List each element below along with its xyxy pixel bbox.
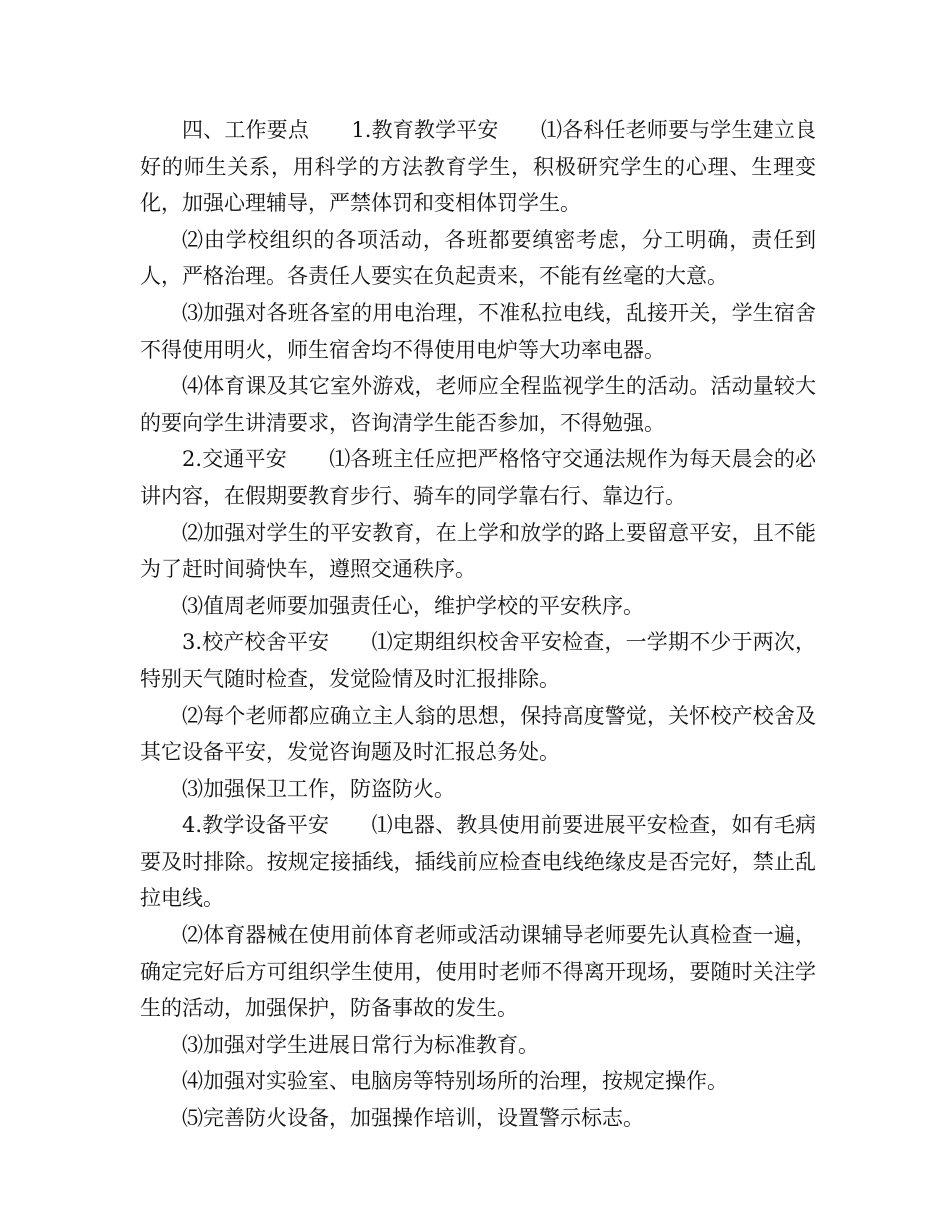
document-body bbox=[140, 112, 816, 1137]
paragraph-commute-safety: ⑵加强对学生的平安教育，在上学和放学的路上要留意平安，且不能为了赶时间骑快车，遵照交通秩序。 bbox=[140, 520, 816, 582]
paragraph-equipment-safety: 4.教学设备平安 ⑴电器、教具使用前要进展平安检查，如有毛病要及时排除。按规定接插线，插线前应检查电线绝缘皮是否完好，禁止乱拉电线。 bbox=[140, 813, 816, 911]
paragraph-duty-teacher: ⑶值周老师要加强责任心，维护学校的平安秩序。 bbox=[182, 593, 644, 618]
paragraph-pe-class: ⑷体育课及其它室外游戏，老师应全程监视学生的活动。活动量较大的要向学生讲清要求，咨询清学生能否参加，不得勉强。 bbox=[140, 374, 816, 435]
paragraph-activities: ⑵由学校组织的各项活动，各班都要缜密考虑，分工明确，责任到人，严格治理。各责任人要实在负起责来，不能有丝毫的大意。 bbox=[140, 227, 816, 289]
paragraph-building-safety: 3.校产校舍平安 ⑴定期组织校舍平安检查，一学期不少于两次，特别天气随时检查，发觉险情及时汇报排除。 bbox=[140, 630, 816, 691]
paragraph-behavior-education: ⑶加强对学生进展日常行为标准教育。 bbox=[182, 1032, 539, 1057]
paragraph-work-points-education-safety: 四、工作要点 1.教育教学平安 ⑴各科任老师要与学生建立良好的师生关系，用科学的方法教育学生，积极研究学生的心理、生理变化，加强心理辅导，严禁体罚和变相体罚学生。 bbox=[140, 118, 816, 216]
paragraph-fire-prevention: ⑸完善防火设备，加强操作培训，设置警示标志。 bbox=[182, 1106, 644, 1131]
paragraph-security: ⑶加强保卫工作，防盗防火。 bbox=[182, 776, 455, 801]
paragraph-lab-management: ⑷加强对实验室、电脑房等特别场所的治理，按规定操作。 bbox=[182, 1069, 728, 1094]
paragraph-electricity: ⑶加强对各班各室的用电治理，不准私拉电线，乱接开关，学生宿舍不得使用明火，师生宿舍均不得使用电炉等大功率电器。 bbox=[140, 300, 816, 362]
paragraph-sports-equipment: ⑵体育器械在使用前体育老师或活动课辅导老师要先认真检查一遍，确定完好后方可组织学生使用，使用时老师不得离开现场，要随时关注学生的活动，加强保护，防备事故的发生。 bbox=[140, 923, 816, 1021]
paragraph-traffic-safety: 2.交通平安 ⑴各班主任应把严格恪守交通法规作为每天晨会的必讲内容，在假期要教育步行、骑车的同学靠右行、靠边行。 bbox=[140, 447, 816, 508]
paragraph-ownership: ⑵每个老师都应确立主人翁的思想，保持高度警觉，关怀校产校舍及其它设备平安，发觉咨询题及时汇报总务处。 bbox=[140, 703, 816, 765]
